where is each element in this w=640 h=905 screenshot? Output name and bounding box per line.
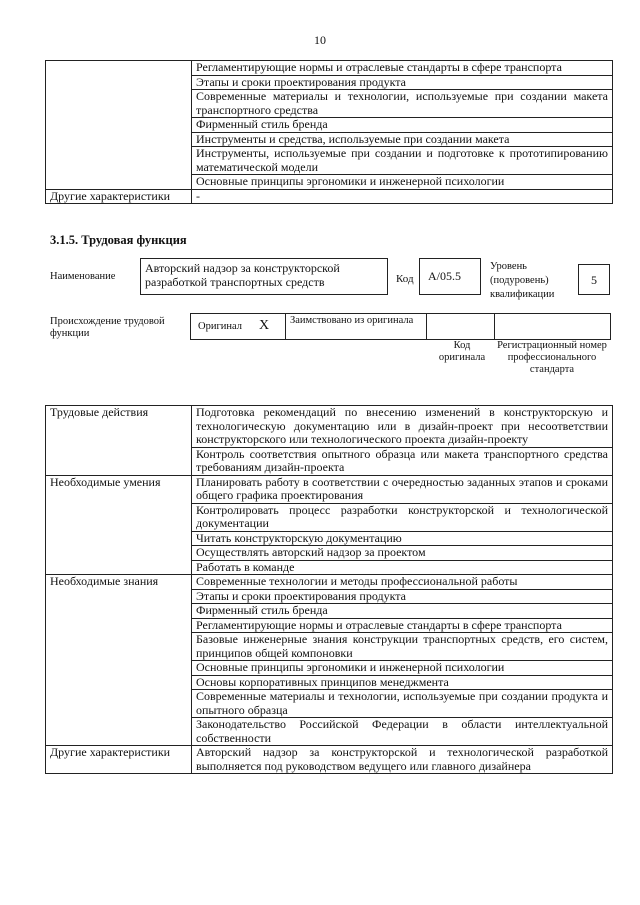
- section-item: Планировать работу в соответствии с очередностью заданных этапов и сроками общего графика проектирования: [192, 475, 613, 503]
- code-original-cell: [426, 313, 495, 340]
- section-item: Базовые инженерные знания конструкции транспортных средств, его систем, принципов общей компоновки: [192, 633, 613, 661]
- section-label: Другие характеристики: [46, 746, 192, 774]
- other-characteristics-value: -: [192, 189, 613, 204]
- original-label: Оригинал: [198, 321, 242, 332]
- original-mark: X: [259, 318, 270, 333]
- section-item: Современные технологии и методы профессиональной работы: [192, 575, 613, 590]
- knowledge-item: Основные принципы эргономики и инженерной психологии: [192, 175, 613, 190]
- level-value: 5: [591, 273, 597, 287]
- table-row: [46, 575, 613, 590]
- origin-row: [190, 313, 611, 340]
- section-item: Регламентирующие нормы и отраслевые стандарты в сфере транспорта: [192, 618, 613, 633]
- origin-label: Происхождение трудовой функции: [50, 316, 165, 339]
- reg-number-cell: [494, 313, 611, 340]
- knowledge-item: Инструменты и средства, используемые при создании макета: [192, 132, 613, 147]
- name-value: Авторский надзор за конструкторской разработкой транспортных средств: [145, 261, 340, 289]
- table-row: [46, 189, 613, 204]
- borrowed-label: Заимствовано из оригинала: [290, 315, 414, 326]
- table-row: [46, 406, 613, 448]
- page-number: 10: [314, 33, 326, 47]
- level-value-box: [578, 264, 610, 295]
- level-label: Уровень (подуровень) квалификации: [490, 261, 555, 300]
- knowledge-item: Инструменты, используемые при создании и подготовке к прототипированию математической модели: [192, 147, 613, 175]
- table-row: [46, 61, 613, 76]
- code-value: А/05.5: [428, 269, 461, 283]
- borrowed-cell: [285, 313, 427, 340]
- knowledge-item: Этапы и сроки проектирования продукта: [192, 75, 613, 90]
- other-characteristics-label: Другие характеристики: [46, 189, 192, 204]
- table-row: [46, 475, 613, 503]
- section-item: Фирменный стиль бренда: [192, 604, 613, 619]
- name-label: Наименование: [50, 271, 116, 282]
- reg-number-caption: Регистрационный номер профессионального стандарта: [497, 340, 607, 375]
- original-cell: [190, 313, 286, 340]
- section-item: Законодательство Российской Федерации в области интеллектуальной собственности: [192, 718, 613, 746]
- section-item: Осуществлять авторский надзор за проектом: [192, 546, 613, 561]
- section-item: Работать в команде: [192, 560, 613, 575]
- section-item: Основные принципы эргономики и инженерной психологии: [192, 661, 613, 676]
- section-item: Авторский надзор за конструкторской и технологической разработкой выполняется под руководством ведущего или главного дизайнера: [192, 746, 613, 774]
- labor-function-table: [45, 405, 613, 774]
- section-label: Необходимые умения: [46, 475, 192, 575]
- section-item: Этапы и сроки проектирования продукта: [192, 589, 613, 604]
- code-label: Код: [396, 273, 414, 285]
- section-label: Необходимые знания: [46, 575, 192, 746]
- label-cell: [46, 61, 192, 190]
- knowledge-item: Современные материалы и технологии, используемые при создании макета транспортного средства: [192, 90, 613, 118]
- section-item: Современные материалы и технологии, используемые при создании продукта и опытного образца: [192, 690, 613, 718]
- knowledge-item: Регламентирующие нормы и отраслевые стандарты в сфере транспорта: [192, 61, 613, 76]
- knowledge-item: Фирменный стиль бренда: [192, 118, 613, 133]
- knowledge-table-continued: [45, 60, 613, 204]
- code-value-box: [419, 258, 481, 295]
- section-item: Основы корпоративных принципов менеджмента: [192, 675, 613, 690]
- section-label: Трудовые действия: [46, 406, 192, 476]
- name-value-box: [140, 258, 388, 295]
- section-title: 3.1.5. Трудовая функция: [50, 233, 187, 247]
- section-item: Контроль соответствия опытного образца или макета транспортного средства требованиям дизайн-проекта: [192, 447, 613, 475]
- table-row: [46, 746, 613, 774]
- section-item: Подготовка рекомендаций по внесению изменений в конструкторскую и технологическую документацию или в дизайн-проект при несоответствии конструкторского или технологического проекта дизайн-проекту: [192, 406, 613, 448]
- section-item: Контролировать процесс разработки конструкторской и технологической документации: [192, 503, 613, 531]
- code-original-caption: Код оригинала: [438, 340, 486, 363]
- section-item: Читать конструкторскую документацию: [192, 531, 613, 546]
